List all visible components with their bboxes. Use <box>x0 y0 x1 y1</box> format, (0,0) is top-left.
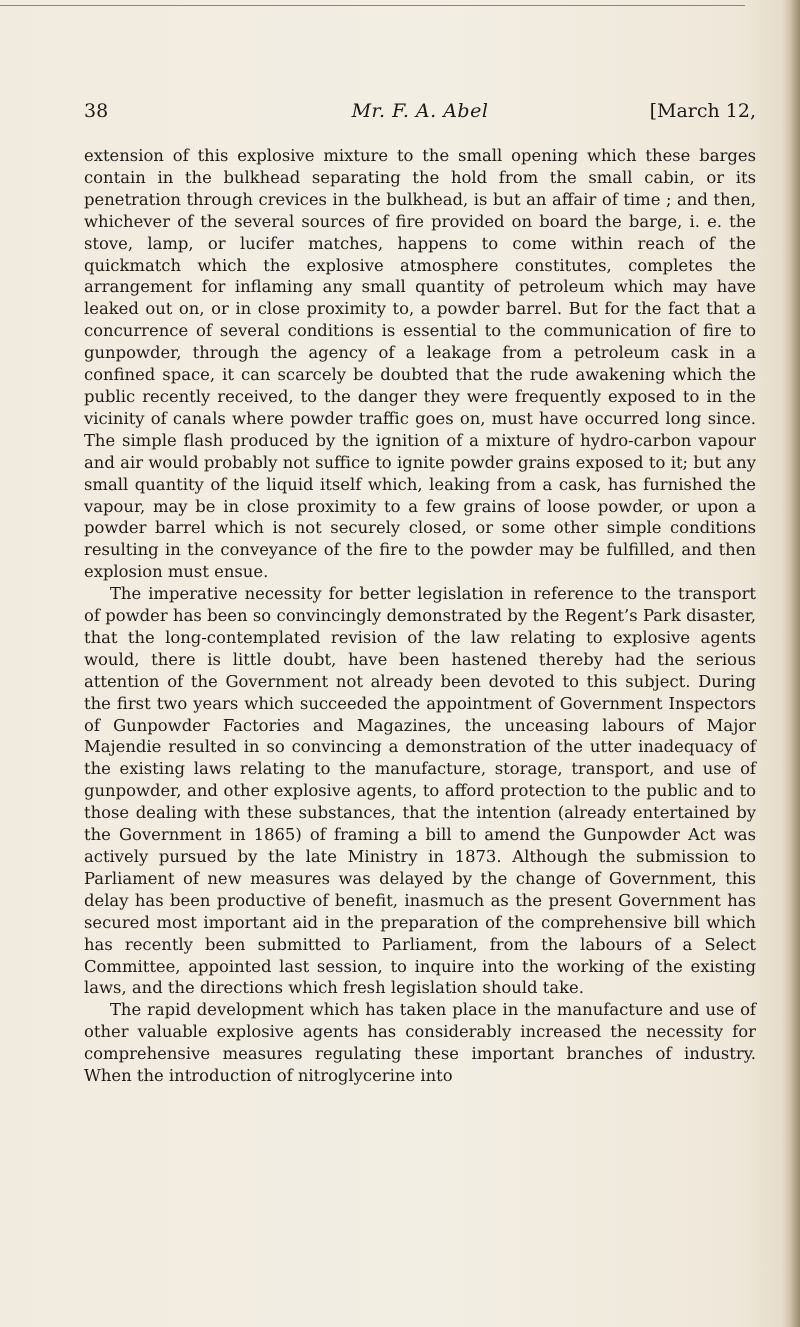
page-header <box>84 98 756 124</box>
paragraph-3: The rapid development which has taken place in the manufacture and use of other valuable explosive agents has considerably increased the necessity for comprehensive measures regulating these important branches of industry. When the introduction of nitroglycerine into <box>84 1000 756 1086</box>
page-edge-shadow <box>782 0 800 1327</box>
top-rule <box>0 0 745 6</box>
page-number: 38 <box>84 100 109 122</box>
paragraph-1: extension of this explosive mixture to the small opening which these barges contain in the bulkhead separating the hold from the small cabin, or its penetration through crevices in the bulkhead, is but an affair of time ; and then, whichever of the several sources of fire provided on board the barge, i. e. the stove, lamp, or lucifer matches, happens to come within reach of the quickmatch which the explosive atmosphere constitutes, completes the arrangement for inflaming any small quantity of petroleum which may have leaked out on, or in close proximity to, a powder barrel. But for the fact that a concurrence of several conditions is essential to the communication of fire to gunpowder, through the agency of a leakage from a petroleum cask in a confined space, it can scarcely be doubted that the rude awakening which the public recently received, to the danger they were frequently exposed to in the vicinity of canals where powder traffic goes on, must have occurred long since. The simple flash produced by the ignition of a mixture of hydro-carbon vapour and air would probably not suffice to ignite powder grains exposed to it; but any small quantity of the liquid itself which, leaking from a cask, has furnished the vapour, may be in close proximity to a few grains of loose powder, or upon a powder barrel which is not securely closed, or some other simple conditions resulting in the conveyance of the fire to the powder may be fulfilled, and then explosion must ensue. <box>84 146 756 582</box>
header-date: [March 12, <box>649 100 756 122</box>
body-text <box>84 145 756 1087</box>
running-head: Mr. F. A. Abel <box>351 100 489 122</box>
paragraph-2: The imperative necessity for better legislation in reference to the transport of powder has been so convincingly demonstrated by the Regent’s Park disaster, that the long-contemplated revision of the law relating to explosive agents would, there is little doubt, have been hastened thereby had the serious attention of the Government not already been devoted to this subject. During the first two years which succeeded the appointment of Government Inspectors of Gunpowder Factories and Magazines, the unceasing labours of Major Majendie resulted in so convincing a demonstration of the utter inadequacy of the existing laws relating to the manufacture, storage, transport, and use of gunpowder, and other explosive agents, to afford protection to the public and to those dealing with these substances, that the intention (already entertained by the Government in 1865) of framing a bill to amend the Gunpowder Act was actively pursued by the late Ministry in 1873. Although the submission to Parliament of new measures was delayed by the change of Government, this delay has been productive of benefit, inasmuch as the present Government has secured most important aid in the preparation of the comprehensive bill which has recently been submitted to Parliament, from the labours of a Select Committee, appointed last session, to inquire into the working of the existing laws, and the directions which fresh legislation should take. <box>84 584 756 998</box>
